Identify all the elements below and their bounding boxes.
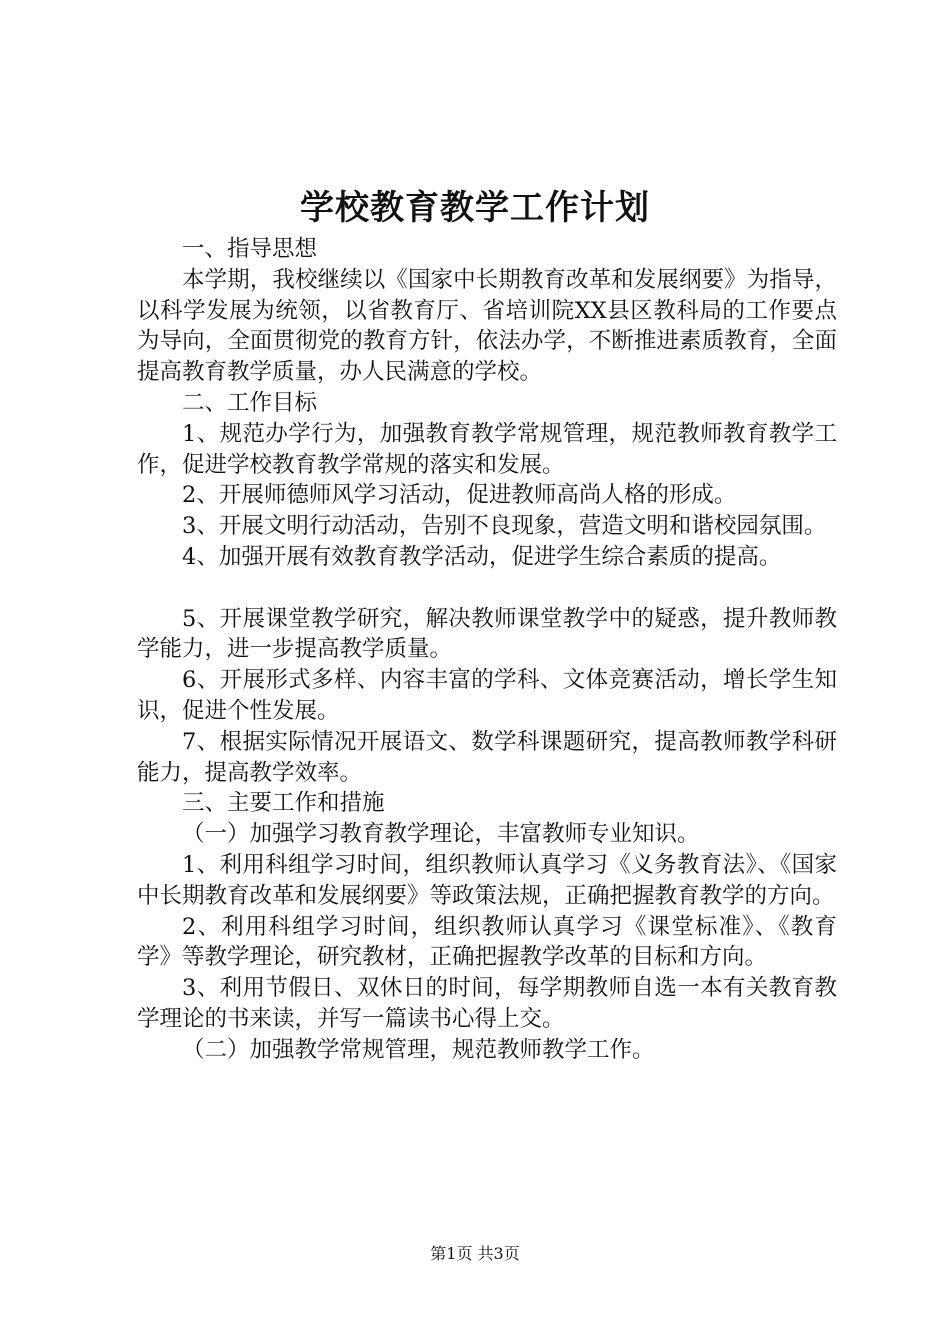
measure-item-2: 2、利用科组学习时间，组织教师认真学习《课堂标准》、《教育学》等教学理论，研究教材，正确把握教学改革的目标和方向。	[137, 913, 837, 971]
goal-item-2: 2、开展师德师风学习活动，促进教师高尚人格的形成。	[182, 482, 737, 509]
section-heading-measures: 三、主要工作和措施	[182, 790, 385, 817]
measure-item-1: 1、利用科组学习时间，组织教师认真学习《义务教育法》、《国家中长期教育改革和发展纲要》等政策法规，正确把握教育教学的方向。	[137, 851, 837, 909]
section-heading-guiding-thought: 一、指导思想	[182, 236, 318, 262]
subsection-heading-2: （二）加强教学常规管理，规范教师教学工作。	[182, 1036, 655, 1063]
goal-item-1: 1、规范办学行为，加强教育教学常规管理，规范教师教育教学工作，促进学校教育教学常规的落实和发展。	[137, 420, 837, 478]
measure-item-3: 3、利用节假日、双休日的时间，每学期教师自选一本有关教育教学理论的书来读，并写一篇读书心得上交。	[137, 975, 837, 1032]
subsection-heading-1: （一）加强学习教育教学理论，丰富教师专业知识。	[182, 821, 700, 848]
goal-item-3: 3、开展文明行动活动，告别不良现象，营造文明和谐校园氛围。	[182, 513, 827, 540]
paragraph-guiding-thought: 本学期，我校继续以《国家中长期教育改革和发展纲要》为指导，以科学发展为统领，以省教育厅、省培训院XX县区教科局的工作要点为导向，全面贯彻党的教育方针，依法办学，不断推进素质教育，全面提高教育教学质量，办人民满意的学校。	[137, 266, 837, 386]
document-body	[137, 234, 837, 1066]
document-title: 学校教育教学工作计划	[300, 188, 650, 228]
goal-item-6: 6、开展形式多样、内容丰富的学科、文体竞赛活动，增长学生知识，促进个性发展。	[137, 667, 837, 724]
blank-line	[137, 573, 837, 604]
goal-item-7: 7、根据实际情况开展语文、数学科课题研究，提高教师教学科研能力，提高教学效率。	[137, 728, 837, 786]
goal-item-4: 4、加强开展有效教育教学活动，促进学生综合素质的提高。	[182, 543, 782, 570]
section-heading-work-goals: 二、工作目标	[182, 389, 318, 416]
page-footer: 第1页 共3页	[430, 1244, 520, 1263]
goal-item-5: 5、开展课堂教学研究，解决教师课堂教学中的疑惑，提升教师教学能力，进一步提高教学质量。	[137, 605, 837, 663]
